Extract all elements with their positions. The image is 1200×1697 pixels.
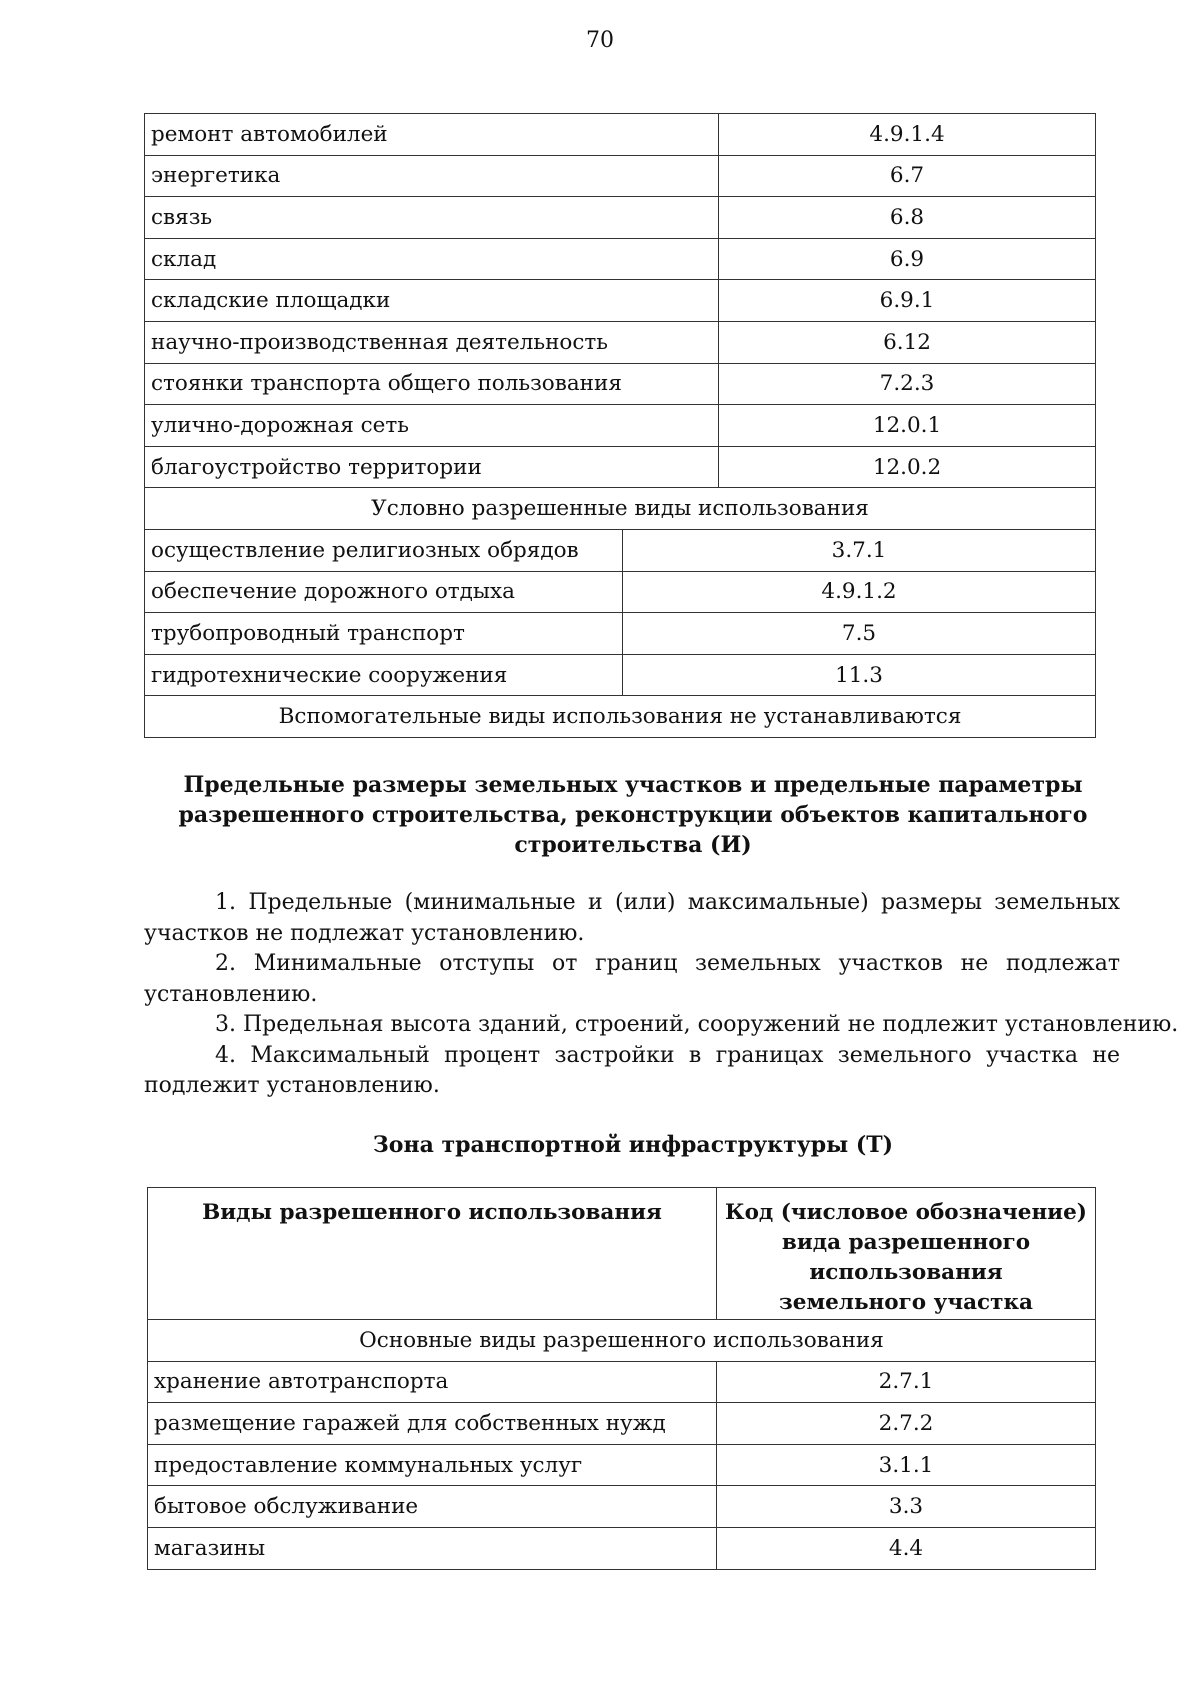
header-code-line: земельного участка (779, 1290, 1033, 1315)
use-code: 6.9 (719, 238, 1096, 280)
conditional-uses-header: Условно разрешенные виды использования (145, 488, 1096, 530)
use-name: стоянки транспорта общего пользования (145, 363, 719, 405)
use-code: 12.0.1 (719, 405, 1096, 447)
use-code: 6.8 (719, 197, 1096, 239)
table-row (148, 1361, 1096, 1403)
use-name: склад (145, 238, 719, 280)
use-code: 3.7.1 (623, 529, 1096, 571)
use-name: улично-дорожная сеть (145, 405, 719, 447)
heading-line: Предельные размеры земельных участков и предельные параметры (183, 772, 1083, 798)
use-code: 4.4 (717, 1527, 1096, 1569)
table-row (145, 571, 1096, 613)
zone-heading: Зона транспортной инфраструктуры (Т) (372, 1132, 894, 1158)
header-code-line: вида разрешенного (781, 1230, 1031, 1255)
use-code: 2.7.2 (717, 1403, 1096, 1445)
table-row (148, 1486, 1096, 1528)
header-code-line: Код (числовое обозначение) (725, 1200, 1087, 1225)
header-use-types: Виды разрешенного использования (148, 1188, 717, 1320)
use-code: 7.5 (623, 613, 1096, 655)
use-name: ремонт автомобилей (145, 114, 719, 156)
auxiliary-uses-note: Вспомогательные виды использования не устанавливаются (145, 696, 1096, 738)
use-name: связь (145, 197, 719, 239)
use-code: 2.7.1 (717, 1361, 1096, 1403)
paragraph: 2. Минимальные отступы от границ земельных участков не подлежат установлению. (144, 951, 1120, 1007)
header-code-line: использования (809, 1260, 1003, 1285)
use-code: 11.3 (623, 654, 1096, 696)
use-code: 3.1.1 (717, 1444, 1096, 1486)
table-row (145, 446, 1096, 488)
heading-line: разрешенного строительства, реконструкции объектов капитального (178, 802, 1088, 828)
table-row (145, 114, 1096, 156)
use-name: обеспечение дорожного отдыха (145, 571, 623, 613)
use-code: 3.3 (717, 1486, 1096, 1528)
use-name: энергетика (145, 155, 719, 197)
use-name: осуществление религиозных обрядов (145, 529, 623, 571)
table-row (145, 238, 1096, 280)
main-uses-header: Основные виды разрешенного использования (148, 1320, 1096, 1362)
use-code: 12.0.2 (719, 446, 1096, 488)
use-code: 7.2.3 (719, 363, 1096, 405)
transport-zone-table (147, 1187, 1096, 1570)
section-header-row (145, 696, 1096, 738)
use-name: гидротехнические сооружения (145, 654, 623, 696)
limits-heading (144, 770, 1122, 860)
use-name: хранение автотранспорта (148, 1361, 717, 1403)
limits-paragraphs (144, 888, 1179, 1102)
use-name: предоставление коммунальных услуг (148, 1444, 717, 1486)
use-code: 6.12 (719, 321, 1096, 363)
table-row (145, 654, 1096, 696)
use-name: бытовое обслуживание (148, 1486, 717, 1528)
use-name: трубопроводный транспорт (145, 613, 623, 655)
use-name: благоустройство территории (145, 446, 719, 488)
table-row (145, 155, 1096, 197)
use-code: 6.9.1 (719, 280, 1096, 322)
use-name: размещение гаражей для собственных нужд (148, 1403, 717, 1445)
paragraph: 1. Предельные (минимальные и (или) максимальные) размеры земельных участков не подлежат установлению. (144, 890, 1120, 946)
use-name: магазины (148, 1527, 717, 1569)
section-header-row (145, 488, 1096, 530)
use-code: 6.7 (719, 155, 1096, 197)
table-header-row (148, 1188, 1096, 1320)
heading-line: строительства (И) (514, 832, 752, 858)
paragraph: 4. Максимальный процент застройки в границах земельного участка не подлежит установлению. (144, 1042, 1120, 1098)
table-row (148, 1444, 1096, 1486)
use-name: складские площадки (145, 280, 719, 322)
table-row (148, 1527, 1096, 1569)
table-row (145, 405, 1096, 447)
table-row (145, 529, 1096, 571)
section-header-row (148, 1320, 1096, 1362)
table-row (145, 321, 1096, 363)
table-row (145, 363, 1096, 405)
table-row (145, 197, 1096, 239)
table-row (148, 1403, 1096, 1445)
use-code: 4.9.1.4 (719, 114, 1096, 156)
table-row (145, 613, 1096, 655)
use-code: 4.9.1.2 (623, 571, 1096, 613)
land-use-table-continued (144, 113, 1096, 738)
paragraph: 3. Предельная высота зданий, строений, сооружений не подлежит установлению. (215, 1012, 1179, 1037)
page-number: 70 (586, 28, 614, 53)
use-name: научно-производственная деятельность (145, 321, 719, 363)
header-code (717, 1188, 1096, 1320)
table-row (145, 280, 1096, 322)
